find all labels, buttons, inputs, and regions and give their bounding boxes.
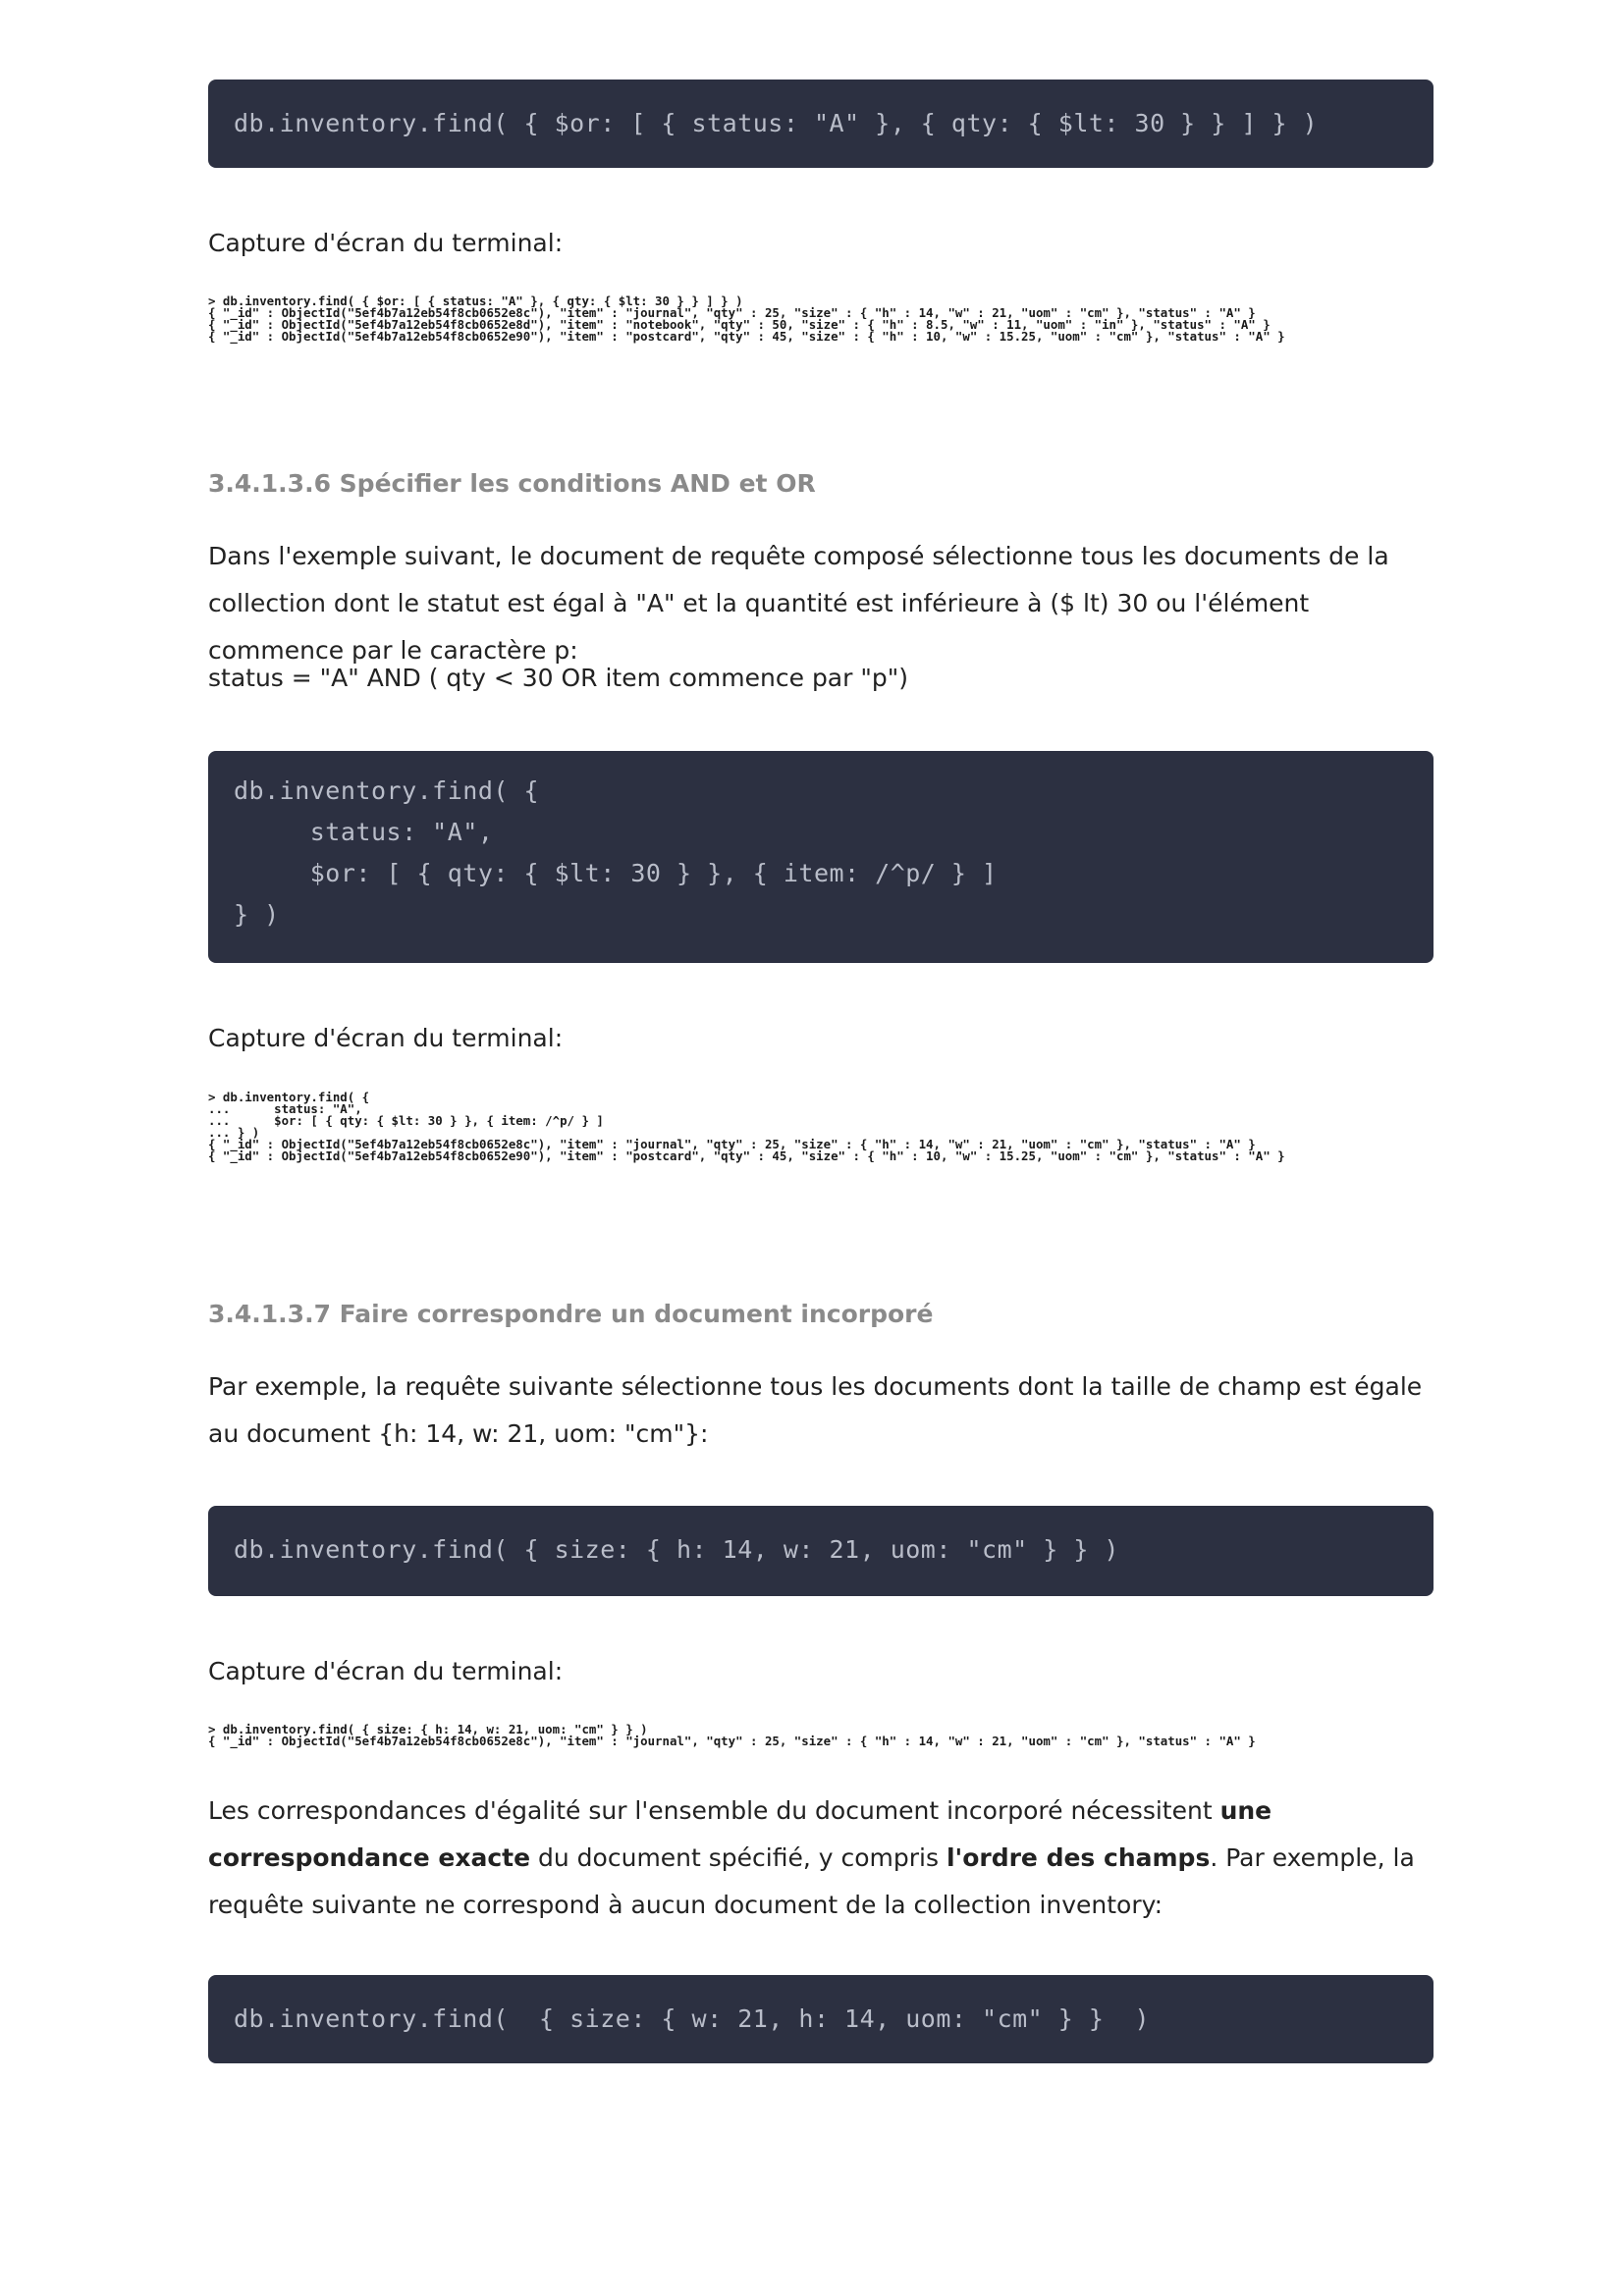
terminal-caption: Capture d'écran du terminal: [208, 1024, 564, 1052]
terminal-caption: Capture d'écran du terminal: [208, 229, 564, 257]
terminal-line: { "_id" : ObjectId("5ef4b7a12eb54f8cb0652e8c"), "item" : "journal", "qty" : 25, "size" : { "h" : 14, "w" : 21, "uom" : "cm" }, "status" : "A" } [208, 1734, 1256, 1748]
terminal-caption: Capture d'écran du terminal: [208, 1657, 564, 1685]
code-line: $or: [ { qty: { $lt: 30 } }, { item: /^p/ } ] [234, 859, 998, 887]
terminal-line: ... } ) [208, 1125, 260, 1140]
paragraph-embedded-intro: Par exemple, la requête suivante sélectionne tous les documents dont la taille de champ est égale au document {h: 14, w: 21, uom: "cm"}: [208, 1372, 1423, 1448]
code-line: status: "A", [234, 818, 494, 846]
terminal-line: ... $or: [ { qty: { $lt: 30 } }, { item: /^p/ } ] [208, 1113, 604, 1128]
terminal-line: > db.inventory.find( { [208, 1090, 370, 1104]
code-line: db.inventory.find( { [234, 776, 540, 805]
paragraph-text: Les correspondances d'égalité sur l'ensemble du document incorporé nécessitent [208, 1796, 1220, 1825]
code-block-and-or-query [208, 751, 1434, 963]
code-line: db.inventory.find( { size: { w: 21, h: 14, uom: "cm" } } ) [234, 2004, 1151, 2033]
paragraph-condition: status = "A" AND ( qty < 30 OR item commence par "p") [208, 664, 908, 692]
terminal-screenshot-or-query [208, 295, 1434, 343]
terminal-line: { "_id" : ObjectId("5ef4b7a12eb54f8cb0652e90"), "item" : "postcard", "qty" : 45, "size" : { "h" : 10, "w" : 15.25, "uom" : "cm" }, "status" : "A" } [208, 1148, 1285, 1163]
section-heading-and-or: 3.4.1.3.6 Spécifier les conditions AND et OR [208, 469, 816, 498]
code-block-reordered-query [208, 1975, 1434, 2063]
document-page [208, 0, 1434, 2296]
paragraph-text: . Par exemple, la requête suivante ne correspond à aucun document de la collection inventory: [208, 1843, 1415, 1919]
paragraph-text: du document spécifié, y compris [530, 1843, 947, 1872]
terminal-line: { "_id" : ObjectId("5ef4b7a12eb54f8cb0652e8c"), "item" : "journal", "qty" : 25, "size" : { "h" : 14, "w" : 21, "uom" : "cm" }, "status" : "A" } [208, 305, 1256, 320]
code-block-or-query [208, 80, 1434, 168]
terminal-line: { "_id" : ObjectId("5ef4b7a12eb54f8cb0652e8c"), "item" : "journal", "qty" : 25, "size" : { "h" : 14, "w" : 21, "uom" : "cm" }, "status" : "A" } [208, 1137, 1256, 1151]
terminal-screenshot-embedded-query [208, 1724, 1434, 1747]
terminal-screenshot-and-or-query [208, 1092, 1434, 1162]
terminal-line: > db.inventory.find( { size: { h: 14, w: 21, uom: "cm" } } ) [208, 1722, 648, 1736]
paragraph-exact-match [208, 1788, 1434, 1929]
emphasis-exact-match: une correspondance exacte [208, 1796, 1272, 1872]
code-line: db.inventory.find( { size: { h: 14, w: 21, uom: "cm" } } ) [234, 1535, 1119, 1564]
terminal-line: { "_id" : ObjectId("5ef4b7a12eb54f8cb0652e90"), "item" : "postcard", "qty" : 45, "size" : { "h" : 10, "w" : 15.25, "uom" : "cm" }, "status" : "A" } [208, 329, 1285, 344]
section-heading-embedded-document: 3.4.1.3.7 Faire correspondre un document incorporé [208, 1300, 934, 1328]
paragraph-and-or-intro: Dans l'exemple suivant, le document de requête composé sélectionne tous les documents de la collection dont le statut est égal à "A" et la quantité est inférieure à ($ lt) 30 ou l'élément commence par le caractère p: [208, 542, 1389, 665]
emphasis-field-order: l'ordre des champs [946, 1843, 1211, 1872]
terminal-line: { "_id" : ObjectId("5ef4b7a12eb54f8cb0652e8d"), "item" : "notebook", "qty" : 50, "size" : { "h" : 8.5, "w" : 11, "uom" : "in" }, "status" : "A" } [208, 317, 1271, 332]
terminal-line: ... status: "A", [208, 1101, 362, 1116]
terminal-line: > db.inventory.find( { $or: [ { status: "A" }, { qty: { $lt: 30 } } ] } ) [208, 294, 743, 308]
code-block-embedded-query [208, 1506, 1434, 1596]
code-line: } ) [234, 900, 280, 929]
code-line: db.inventory.find( { $or: [ { status: "A" }, { qty: { $lt: 30 } } ] } ) [234, 109, 1319, 137]
